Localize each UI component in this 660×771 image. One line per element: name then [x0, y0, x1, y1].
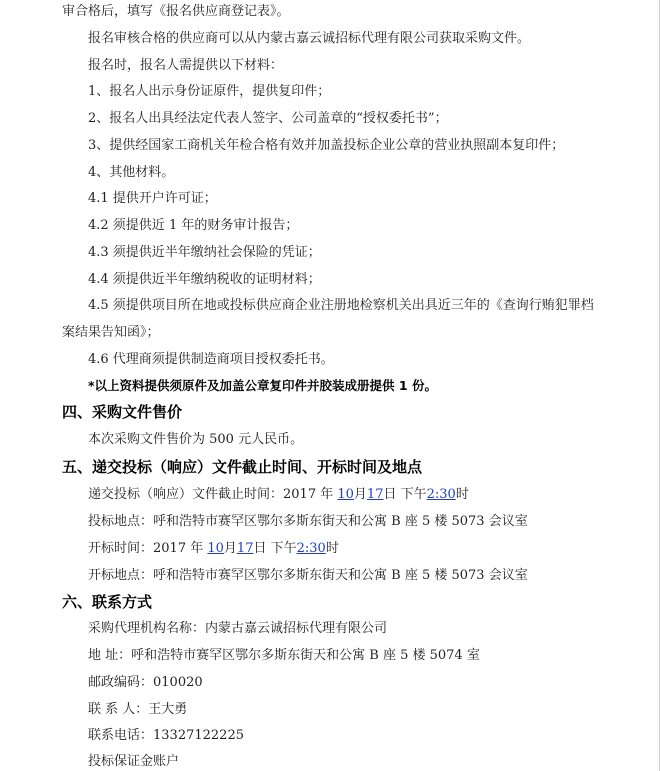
open-suffix: 时 — [325, 541, 339, 556]
open-prefix: 开标时间：2017 年 — [88, 541, 204, 556]
text-line-price: 本次采购文件售价为 500 元人民币。 — [88, 432, 304, 447]
section-heading-contact: 六、联系方式 — [62, 593, 153, 611]
section-heading-deadline: 五、递交投标（响应）文件截止时间、开标时间及地点 — [62, 458, 423, 476]
deadline-prefix: 递交投标（响应）文件截止时间：2017 年 — [88, 487, 334, 502]
text-line-item-4-5: 4.5 须提供项目所在地或投标供应商企业注册地检察机关出具近三年的《查询行贿犯罪档 — [88, 298, 594, 313]
text-line-get-documents: 报名审核合格的供应商可以从内蒙古嘉云诚招标代理有限公司获取采购文件。 — [88, 31, 531, 46]
text-line-note: *以上资料提供须原件及加盖公章复印件并胶装成册提供 1 份。 — [88, 378, 437, 393]
text-line-deposit-account: 投标保证金账户 — [88, 754, 180, 769]
deadline-suffix: 时 — [455, 487, 469, 502]
text-line-phone: 联系电话：13327122225 — [88, 728, 244, 743]
section-heading-price: 四、采购文件售价 — [62, 403, 183, 421]
open-afternoon: 日 下午 — [253, 541, 297, 556]
deadline-month: 10 — [337, 487, 354, 502]
text-line-item-4-3: 4.3 须提供近半年缴纳社会保险的凭证； — [88, 245, 321, 260]
text-line-open-location: 开标地点：呼和浩特市赛罕区鄂尔多斯东街天和公寓 B 座 5 楼 5073 会议室 — [88, 568, 528, 583]
open-day: 17 — [236, 541, 254, 556]
text-line-materials-intro: 报名时，报名人需提供以下材料： — [88, 58, 284, 73]
text-line-address: 地 址：呼和浩特市赛罕区鄂尔多斯东街天和公寓 B 座 5 楼 5074 室 — [88, 648, 480, 663]
text-line-item-4-4: 4.4 须提供近半年缴纳税收的证明材料； — [88, 272, 321, 287]
text-line-open-time — [88, 540, 339, 558]
text-line-item-4-6: 4.6 代理商须提供制造商项目授权委托书。 — [88, 352, 334, 367]
deadline-day: 17 — [366, 487, 384, 502]
deadline-time: 2:30 — [426, 487, 456, 502]
text-line-item-4: 4、其他材料。 — [88, 165, 175, 180]
open-month-label: 月 — [223, 541, 237, 556]
text-line-bid-location: 投标地点：呼和浩特市赛罕区鄂尔多斯东街天和公寓 B 座 5 楼 5073 会议室 — [88, 514, 528, 529]
text-line-deadline — [88, 486, 469, 504]
text-line-item-3: 3、提供经国家工商机关年检合格有效并加盖投标企业公章的营业执照副本复印件； — [88, 138, 565, 153]
text-line-item-4-5-cont: 案结果告知函》； — [62, 325, 160, 340]
deadline-afternoon: 日 下午 — [383, 487, 427, 502]
text-line-contact-person: 联 系 人：王大勇 — [88, 702, 188, 717]
text-line-agency: 采购代理机构名称：内蒙古嘉云诚招标代理有限公司 — [88, 621, 388, 636]
open-time: 2:30 — [296, 541, 326, 556]
text-line-item-4-2: 4.2 须提供近 1 年的财务审计报告； — [88, 218, 299, 233]
open-month: 10 — [207, 541, 224, 556]
text-line-item-4-1: 4.1 提供开户许可证； — [88, 191, 217, 206]
text-line-registration-form: 审合格后，填写《报名供应商登记表》。 — [62, 4, 290, 19]
text-line-item-2: 2、报名人出具经法定代表人签字、公司盖章的“授权委托书”； — [88, 111, 448, 126]
deadline-month-label: 月 — [353, 487, 367, 502]
text-line-postcode: 邮政编码：010020 — [88, 675, 203, 690]
text-line-item-1: 1、报名人出示身份证原件，提供复印件； — [88, 84, 331, 99]
